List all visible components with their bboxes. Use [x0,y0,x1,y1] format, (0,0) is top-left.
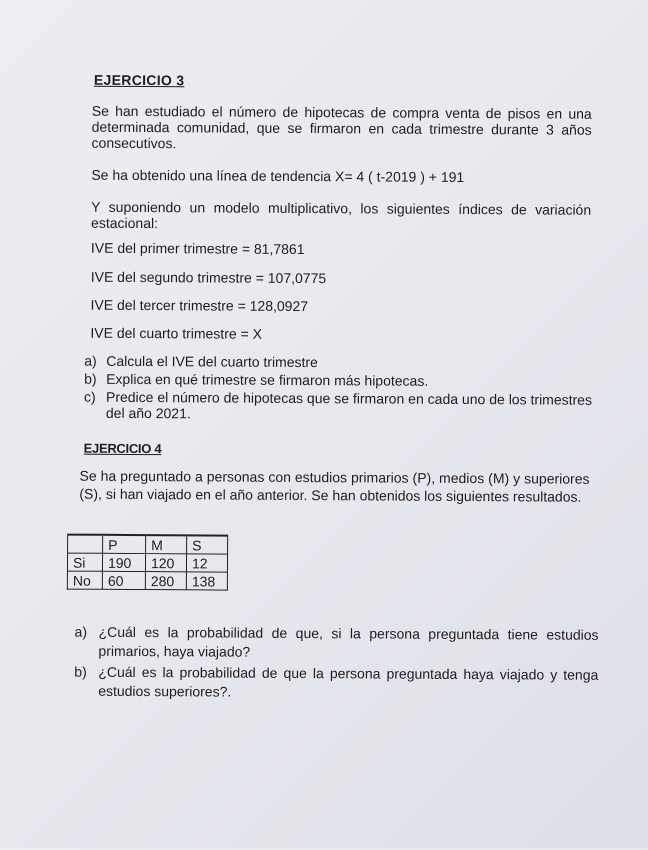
ive-first: IVE del primer trimestre = 81,7861 [90,239,305,258]
exercise-4-intro: Se ha preguntado a personas con estudios primarios (P), medios (M) y superiores (S), si han viajado en el año anterior. Se han obtenidos los siguientes resultados. [79,467,590,505]
exercise-3-intro: Se han estudiado el número de hipotecas de compra venta de pisos en una determinada comunidad, que se firmaron en cada trimestre durante 3 años consecutivos. [91,102,592,152]
table-cell: 138 [186,572,227,590]
ive-fourth: IVE del cuarto trimestre = X [90,324,263,342]
table-cell: No [67,571,102,589]
question-text: ¿Cuál es la probabilidad de que, si la persona preguntada tiene estudios primarios, haya viajado? [98,623,599,660]
question-text: Calcula el IVE del cuarto trimestre [106,352,318,371]
question-3a [84,353,592,372]
ive-second: IVE del segundo trimestre = 107,0775 [90,268,327,287]
table-header-row [68,535,228,554]
table-cell: Si [67,553,102,571]
table-cell: 12 [186,554,227,572]
table-header-cell: S [187,535,228,554]
question-text: Explica en qué trimestre se firmaron más hipotecas. [106,370,429,389]
model-text: Y suponiendo un modelo multiplicativo, los siguientes índices de variación estacional: [91,198,592,232]
table-cell: 280 [145,572,186,590]
question-label: b) [84,370,97,387]
question-text: Predice el número de hipotecas que se firmaron en cada uno de los trimestres del año 2021. [105,388,593,422]
table-header-cell [68,535,103,554]
question-4b [74,663,598,704]
question-label: a) [84,352,97,369]
table-cell: 60 [102,571,145,589]
question-label: b) [74,663,87,680]
table-header-cell: M [146,535,187,554]
table-cell: 120 [145,554,186,572]
question-3c [84,389,592,424]
exercise-3-title: EJERCICIO 3 [93,71,185,89]
question-label: a) [74,623,88,640]
results-table [67,534,228,591]
table-row [67,571,227,590]
question-3b [84,371,592,390]
ive-third: IVE del tercer trimestre = 128,0927 [90,296,309,315]
trend-line-text: Se ha obtenido una línea de tendencia X= 4 ( t-2019 ) + 191 [91,166,465,185]
question-4a [74,623,598,664]
question-text: ¿Cuál es la probabilidad de que la persona preguntada haya viajado y tenga estudios superiores?. [98,663,599,700]
table-cell: 190 [102,553,145,571]
table-row [67,553,227,572]
question-label: c) [83,388,96,405]
exercise-4-title: EJERCICIO 4 [83,440,162,457]
table-header-cell: P [103,535,146,554]
